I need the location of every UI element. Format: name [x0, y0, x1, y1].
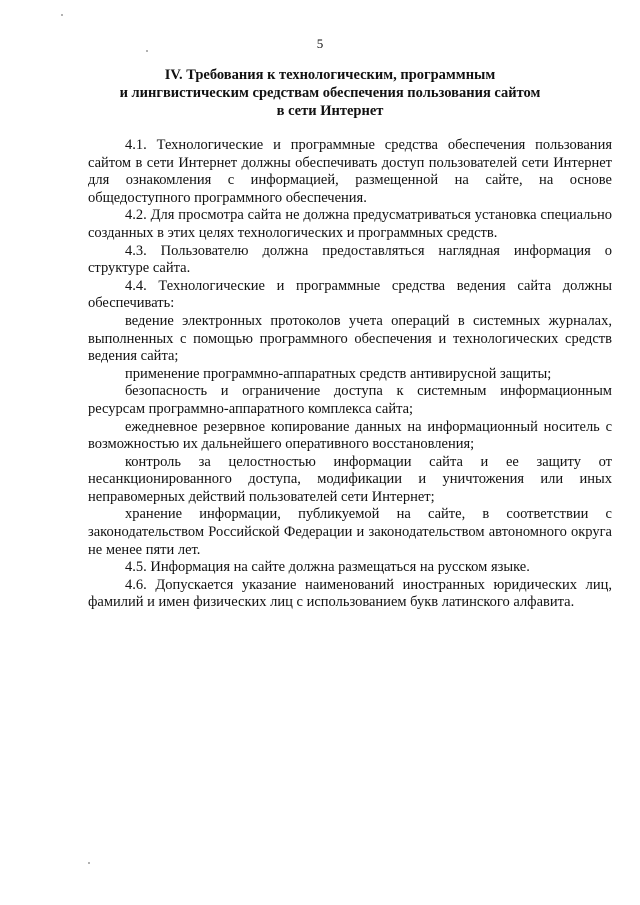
- heading-line-3: в сети Интернет: [276, 103, 384, 119]
- list-item-security: безопасность и ограничение доступа к системным информационным ресурсам программно-аппаратного комплекса сайта;: [88, 383, 612, 417]
- paragraph-4-1: 4.1. Технологические и программные средства обеспечения пользования сайтом в сети Интернет должны обеспечивать доступ пользователей сети Интернет для ознакомления с информацией, размещенной на сайте, на основе общедоступного программного обеспечения.: [88, 137, 612, 206]
- paragraph-4-3: 4.3. Пользователю должна предоставляться наглядная информация о структуре сайта.: [88, 242, 612, 277]
- paragraph-4-2: 4.2. Для просмотра сайта не должна предусматриваться установка специально созданных в этих целях технологических и программных средств.: [88, 207, 612, 241]
- page-number: 5: [316, 36, 324, 51]
- scan-speck: [146, 50, 148, 52]
- list-item-backup: ежедневное резервное копирование данных на информационный носитель с возможностью их дальнейшего оперативного восстановления;: [88, 418, 612, 453]
- list-item-storage: хранение информации, публикуемой на сайте, в соответствии с законодательством Российской Федерации и законодательством автономного округа не менее пяти лет.: [88, 506, 612, 558]
- heading-line-1: IV. Требования к технологическим, программным: [164, 67, 496, 83]
- paragraph-4-4: 4.4. Технологические и программные средства ведения сайта должны обеспечивать:: [88, 277, 612, 312]
- paragraph-4-5: 4.5. Информация на сайте должна размещаться на русском языке.: [125, 559, 530, 576]
- scan-speck: [88, 862, 90, 864]
- list-item-protocols: ведение электронных протоколов учета операций в системных журналах, выполненных с помощью программного обеспечения и технологических средств ведения сайта;: [88, 312, 612, 365]
- section-heading: [80, 66, 580, 120]
- document-body: [88, 137, 612, 612]
- heading-line-2: и лингвистическим средствам обеспечения пользования сайтом: [119, 85, 541, 101]
- scan-speck: [61, 14, 63, 16]
- paragraph-4-6: 4.6. Допускается указание наименований иностранных юридических лиц, фамилий и имен физических лиц с использованием букв латинского алфавита.: [88, 576, 612, 611]
- list-item-integrity: контроль за целостностью информации сайта и ее защиту от несанкционированного доступа, модификации и уничтожения или иных неправомерных действий пользователей сети Интернет;: [88, 453, 612, 505]
- list-item-antivirus: применение программно-аппаратных средств антивирусной защиты;: [125, 365, 552, 382]
